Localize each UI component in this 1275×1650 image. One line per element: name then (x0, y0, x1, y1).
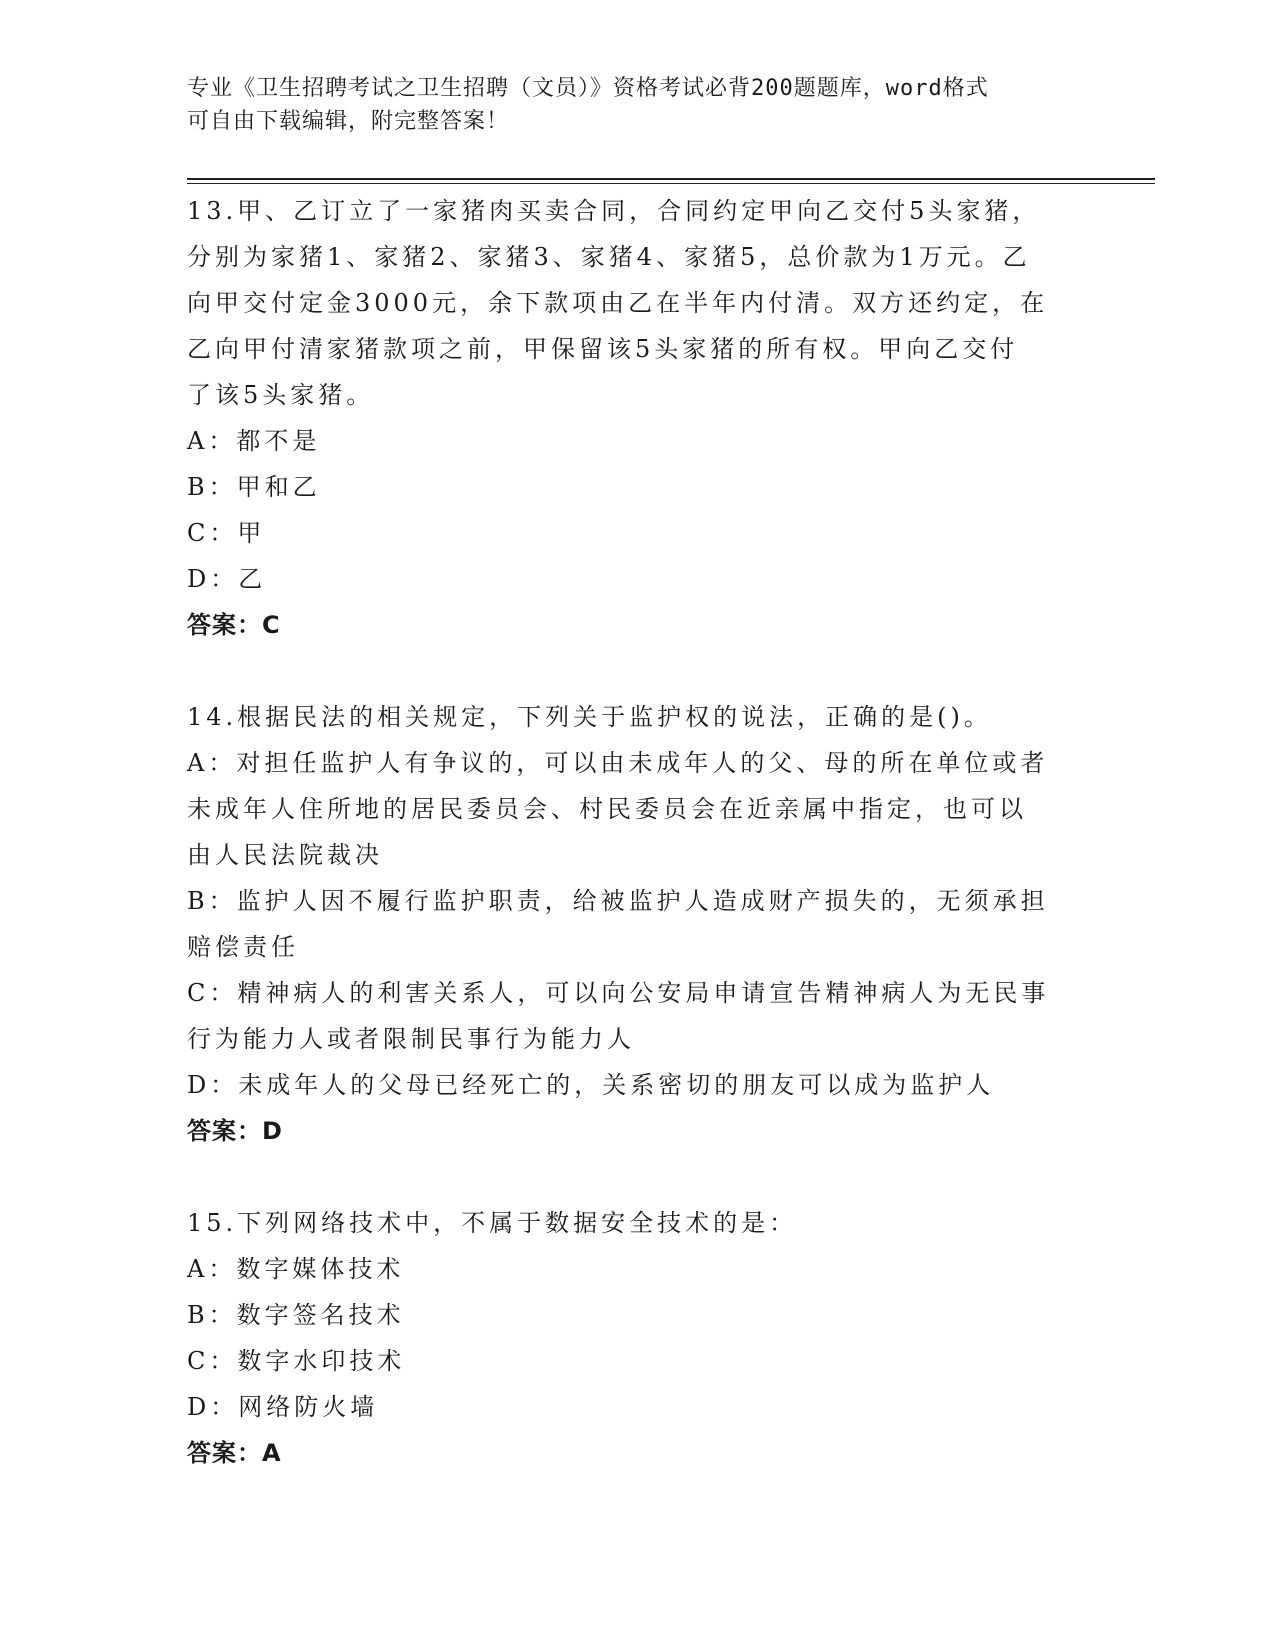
option-line: D：未成年人的父母已经死亡的，关系密切的朋友可以成为监护人 (187, 1071, 995, 1099)
answer-line: 答案：D (187, 1117, 283, 1145)
question-block (187, 694, 1087, 1154)
question-spacer (187, 1154, 1087, 1200)
header-line-1: 专业《卫生招聘考试之卫生招聘（文员）》资格考试必背200题题库，word格式 (187, 76, 989, 101)
header-divider-thick (187, 178, 1155, 180)
option-line: A：都不是 (187, 427, 321, 455)
question-block (187, 188, 1087, 648)
option-line: A：对担任监护人有争议的，可以由未成年人的父、母的所在单位或者 (187, 749, 1049, 777)
question-stem-line: 向甲交付定金3000元，余下款项由乙在半年内付清。双方还约定，在 (187, 289, 1049, 317)
option-line: D：网络防火墙 (187, 1393, 379, 1421)
answer-line: 答案：C (187, 611, 281, 639)
option-line: B：监护人因不履行监护职责，给被监护人造成财产损失的，无须承担 (187, 887, 1049, 915)
question-stem-line: 14.根据民法的相关规定，下列关于监护权的说法，正确的是()。 (187, 703, 992, 731)
option-line: 赔偿责任 (187, 933, 299, 961)
answer-line: 答案：A (187, 1439, 282, 1467)
header-line-2: 可自由下载编辑，附完整答案！ (187, 109, 510, 134)
document-header (187, 72, 1067, 138)
question-list (187, 188, 1087, 1476)
question-stem-line: 分别为家猪1、家猪2、家猪3、家猪4、家猪5，总价款为1万元。乙 (187, 243, 1031, 271)
option-line: B：数字签名技术 (187, 1301, 405, 1329)
question-block (187, 1200, 1087, 1476)
option-line: 行为能力人或者限制民事行为能力人 (187, 1025, 635, 1053)
question-spacer (187, 648, 1087, 694)
option-line: B：甲和乙 (187, 473, 321, 501)
header-divider-thin (187, 183, 1155, 184)
option-line: 未成年人住所地的居民委员会、村民委员会在近亲属中指定，也可以 (187, 795, 1027, 823)
question-stem-line: 15.下列网络技术中，不属于数据安全技术的是： (187, 1209, 798, 1237)
question-stem-line: 乙向甲付清家猪款项之前，甲保留该5头家猪的所有权。甲向乙交付 (187, 335, 1019, 363)
option-line: 由人民法院裁决 (187, 841, 383, 869)
question-stem-line: 13.甲、乙订立了一家猪肉买卖合同，合同约定甲向乙交付5头家猪， (187, 197, 1041, 225)
option-line: C：精神病人的利害关系人，可以向公安局申请宣告精神病人为无民事 (187, 979, 1050, 1007)
option-line: C：数字水印技术 (187, 1347, 406, 1375)
option-line: A：数字媒体技术 (187, 1255, 405, 1283)
option-line: C：甲 (187, 519, 266, 547)
question-stem-line: 了该5头家猪。 (187, 381, 375, 409)
option-line: D：乙 (187, 565, 267, 593)
